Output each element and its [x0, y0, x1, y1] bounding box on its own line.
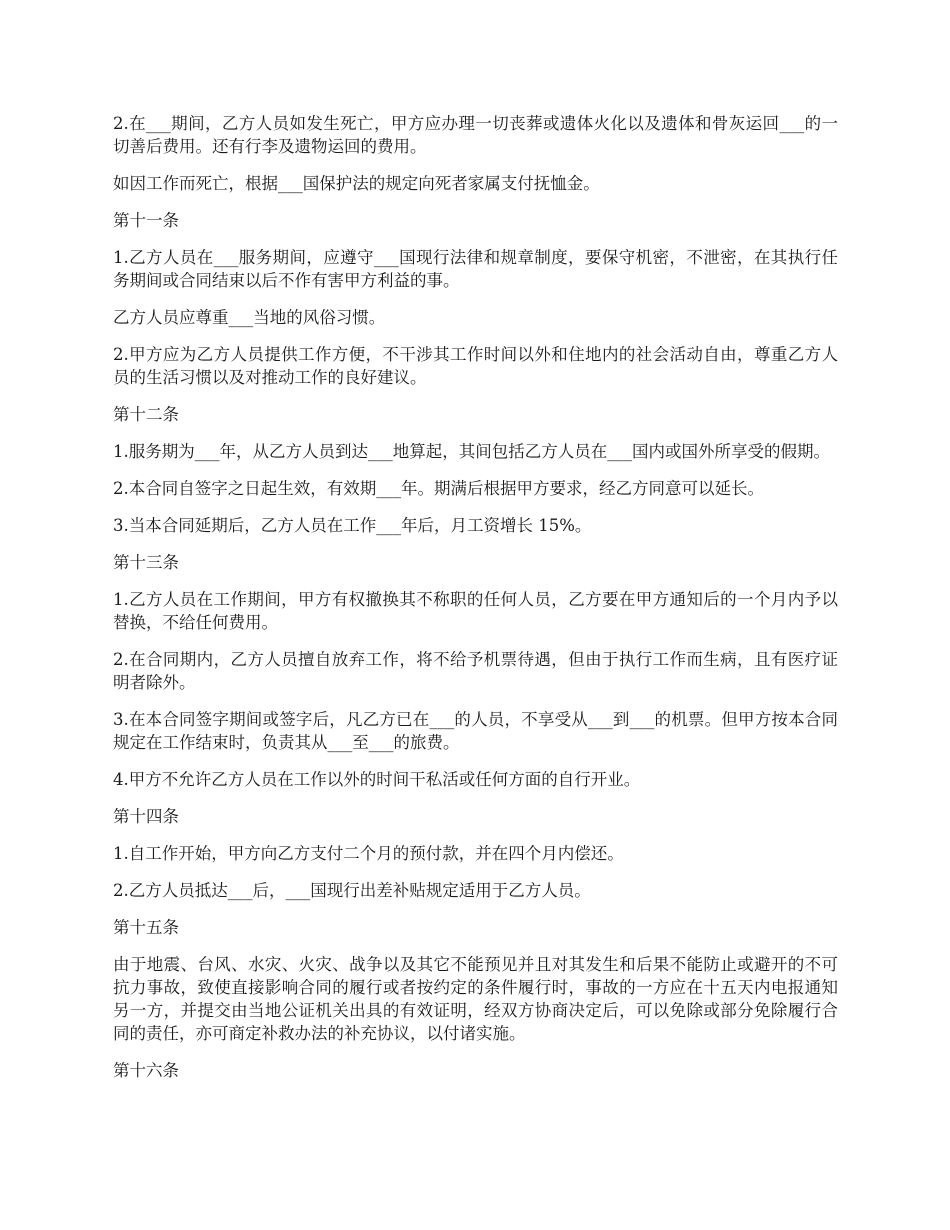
clause-12-item-2: 2.本合同自签字之日起生效，有效期___年。期满后根据甲方要求，经乙方同意可以延长。: [113, 479, 764, 498]
article-16-heading: 第十六条: [113, 1061, 179, 1080]
article-15-heading: 第十五条: [113, 918, 179, 937]
clause-13-item-4: 4.甲方不允许乙方人员在工作以外的时间干私活或任何方面的自行开业。: [113, 770, 641, 789]
clause-10-item-2: 2.在___期间，乙方人员如发生死亡，甲方应办理一切丧葬或遗体火化以及遗体和骨灰运回___的一切善后费用。还有行李及遗物运回的费用。: [113, 114, 838, 156]
clause-11-item-2: 2.甲方应为乙方人员提供工作方便，不干涉其工作时间以外和住地内的社会活动自由，尊重乙方人员的生活习惯以及对推动工作的良好建议。: [113, 345, 838, 387]
clause-12-item-3: 3.当本合同延期后，乙方人员在工作___年后，月工资增长 15%。: [113, 516, 592, 535]
article-12-heading: 第十二条: [113, 405, 179, 424]
clause-11-item-1: 1.乙方人员在___服务期间，应遵守___国现行法律和规章制度，要保守机密，不泄密，在其执行任务期间或合同结束以后不作有害甲方利益的事。: [113, 248, 838, 290]
article-11-heading: 第十一条: [113, 211, 179, 230]
clause-13-item-1: 1.乙方人员在工作期间，甲方有权撤换其不称职的任何人员，乙方要在甲方通知后的一个月内予以替换，不给任何费用。: [113, 590, 838, 632]
clause-12-item-1: 1.服务期为___年，从乙方人员到达___地算起，其间包括乙方人员在___国内或国外所享受的假期。: [113, 442, 830, 461]
clause-13-item-2: 2.在合同期内，乙方人员擅自放弃工作，将不给予机票待遇，但由于执行工作而生病，且有医疗证明者除外。: [113, 650, 838, 692]
document-body: [113, 112, 838, 1096]
clause-14-item-2: 2.乙方人员抵达___后，___国现行出差补贴规定适用于乙方人员。: [113, 881, 591, 900]
clause-11-customs: 乙方人员应尊重___当地的风俗习惯。: [113, 308, 386, 327]
clause-13-item-3: 3.在本合同签字期间或签字后，凡乙方已在___的人员，不享受从___到___的机票。但甲方按本合同规定在工作结束时，负责其从___至___的旅费。: [113, 710, 838, 752]
clause-10-death-compensation: 如因工作而死亡，根据___国保护法的规定向死者家属支付抚恤金。: [113, 174, 600, 193]
article-14-heading: 第十四条: [113, 807, 179, 826]
article-13-heading: 第十三条: [113, 553, 179, 572]
clause-15-force-majeure: 由于地震、台风、水灾、火灾、战争以及其它不能预见并且对其发生和后果不能防止或避开的不可抗力事故，致使直接影响合同的履行或者按约定的条件履行时，事故的一方应在十五天内电报通知另一方，并提交由当地公证机关出具的有效证明，经双方协商决定后，可以免除或部分免除履行合同的责任，亦可商定补救办法的补充协议，以付诸实施。: [113, 955, 838, 1043]
clause-14-item-1: 1.自工作开始，甲方向乙方支付二个月的预付款，并在四个月内偿还。: [113, 844, 624, 863]
